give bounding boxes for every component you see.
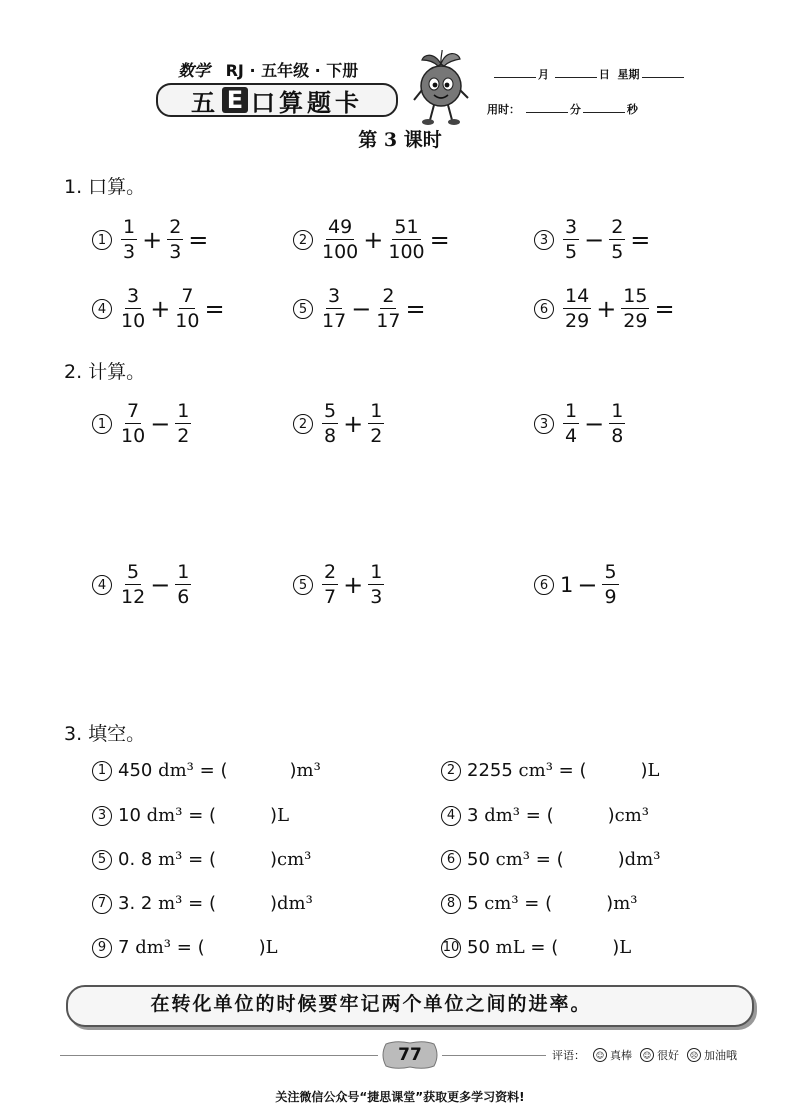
grin-face-icon[interactable]: ☺ [593, 1048, 607, 1062]
calc-problem: 4 $\frac{5}{12}$ − $\frac{1}{6}$ [92, 563, 194, 607]
fill-item: 8 5 cm³ = ( ) m³ [441, 893, 637, 914]
evaluation: 评语： ☺ 真棒 ☺ 很好 ☹ 加油哦 [552, 1049, 737, 1062]
fill-item: 10 50 mL = ( ) L [442, 937, 632, 958]
evaluation-label: 评语： [552, 1049, 585, 1062]
tip-text: 在转化单位的时候要牢记两个单位之间的进率。 [150, 993, 592, 1015]
footer-note: 关注微信公众号“捷思课堂”获取更多学习资料! [275, 1090, 525, 1104]
fill-item: 6 50 cm³ = ( ) dm³ [441, 849, 660, 870]
time-line: 用时： 分 秒 [487, 103, 638, 116]
footer-divider-right [442, 1055, 546, 1056]
fill-item: 9 7 dm³ = ( ) L [92, 937, 278, 958]
calc-problem: 3 $\frac{1}{4}$ − $\frac{1}{8}$ [534, 402, 628, 446]
card-title-post: 口算题卡 [251, 88, 363, 117]
section1-heading: 1. 口算。 [64, 176, 146, 198]
calc-problem: 1 $\frac{7}{10}$ − $\frac{1}{2}$ [92, 402, 194, 446]
oral-problem: 4 $\frac{3}{10}$ + $\frac{7}{10}$ = [92, 287, 227, 331]
calc-problem: 5 $\frac{2}{7}$ + $\frac{1}{3}$ [293, 563, 387, 607]
edition-label: RJ · 五年级 · 下册 [225, 61, 359, 80]
oral-problem: 6 $\frac{14}{29}$ + $\frac{15}{29}$ = [534, 287, 677, 331]
calc-problem: 2 $\frac{5}{8}$ + $\frac{1}{2}$ [293, 402, 387, 446]
card-title-pre: 五 [191, 88, 219, 117]
page-number: 77 [398, 1045, 422, 1065]
lesson-title: 第 3 课时 [358, 129, 442, 151]
oral-problem: 5 $\frac{3}{17}$ − $\frac{2}{17}$ = [293, 287, 428, 331]
radish-mascot-icon [410, 50, 472, 128]
month-blank[interactable] [494, 67, 536, 78]
subject-line [178, 58, 358, 81]
oral-problem: 3 $\frac{3}{5}$ − $\frac{2}{5}$ = [534, 218, 652, 262]
weekday-blank[interactable] [642, 67, 684, 78]
footer-divider-left [60, 1055, 378, 1056]
section2-heading: 2. 计算。 [64, 361, 146, 383]
oral-problem: 1 $\frac{1}{3}$ + $\frac{2}{3}$ = [92, 218, 210, 262]
fill-item: 2 2255 cm³ = ( ) L [441, 760, 660, 781]
fill-item: 5 0. 8 m³ = ( ) cm³ [92, 849, 311, 870]
day-blank[interactable] [555, 67, 597, 78]
oral-problem: 2 $\frac{49}{100}$ + $\frac{51}{100}$ = [293, 218, 452, 262]
fill-item: 1 450 dm³ = ( ) m³ [92, 760, 321, 781]
subject-label: 数学 [178, 61, 211, 80]
card-title-e: E [222, 87, 248, 113]
fill-item: 3 10 dm³ = ( ) L [92, 805, 289, 826]
section3-heading: 3. 填空。 [64, 723, 146, 745]
card-title [156, 83, 398, 117]
frown-face-icon[interactable]: ☹ [687, 1048, 701, 1062]
minute-blank[interactable] [526, 102, 568, 113]
calc-problem: 6 1 − $\frac{5}{9}$ [534, 563, 622, 607]
smile-face-icon[interactable]: ☺ [640, 1048, 654, 1062]
fill-item: 7 3. 2 m³ = ( ) dm³ [92, 893, 313, 914]
fill-item: 4 3 dm³ = ( ) cm³ [441, 805, 649, 826]
date-line: 月 日 星期 [492, 66, 686, 82]
second-blank[interactable] [583, 102, 625, 113]
